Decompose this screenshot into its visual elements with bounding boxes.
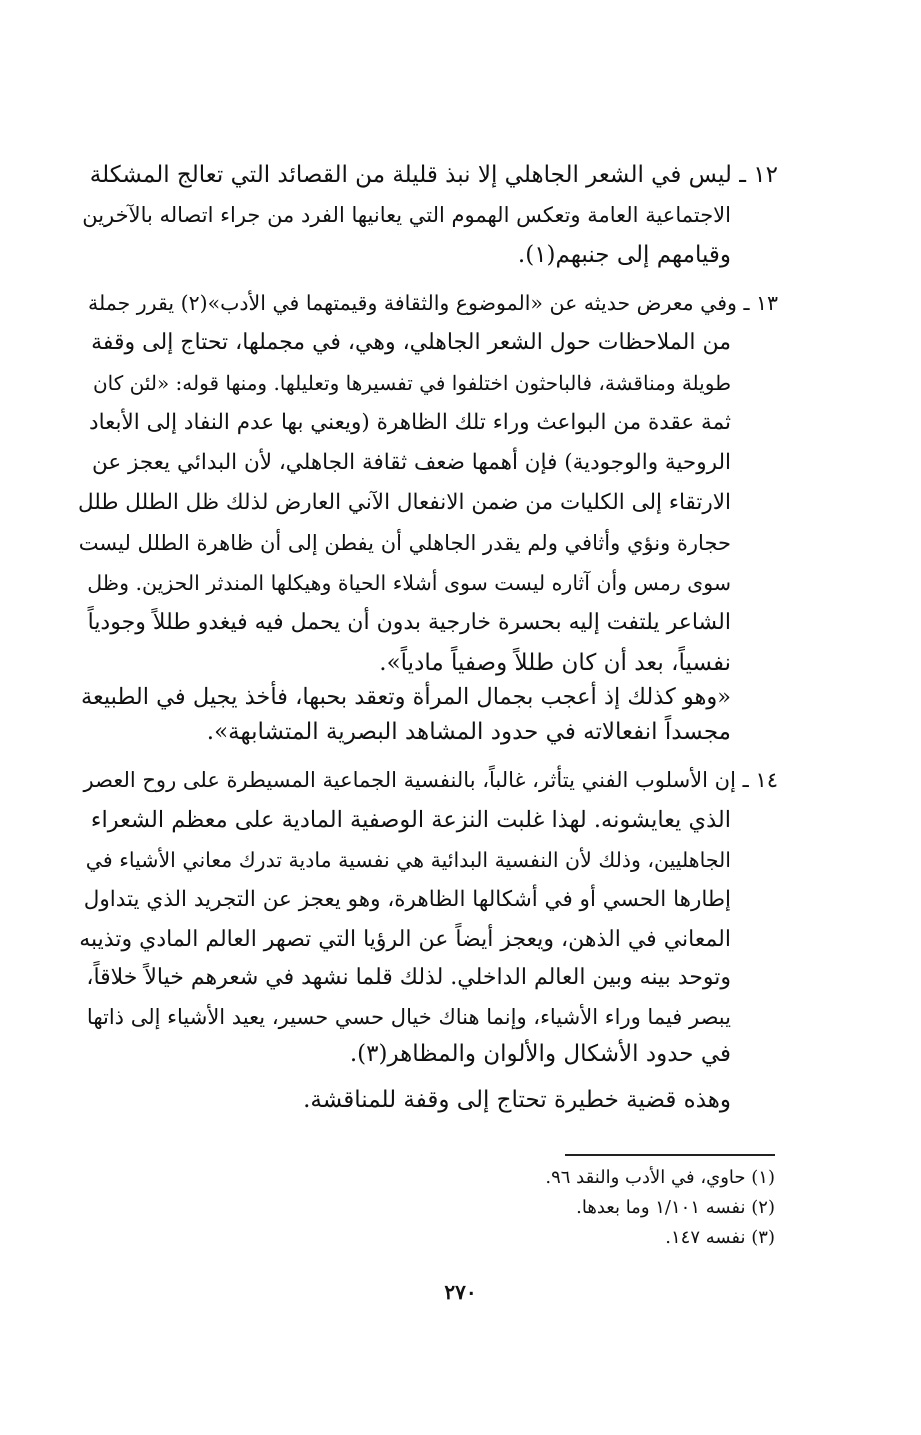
item-13-line-2: من الملاحظات حول الشعر الجاهلي، وهي، في مجملها، تحتاج إلى وقفة <box>91 330 731 355</box>
item-14-line-6: وتوحد بينه وبين العالم الداخلي. لذلك قلما نشهد في شعرهم خيالاً خلاقاً، <box>86 965 731 990</box>
item-13-line-10: نفسياً، بعد أن كان طللاً وصفياً مادياً». <box>379 650 731 676</box>
item-14-line-5: المعاني في الذهن، ويعجز أيضاً عن الرؤيا التي تصهر العالم المادي وتذيبه <box>79 927 731 952</box>
item-14-line-8: في حدود الأشكال والألوان والمظاهر(٣). <box>349 1041 731 1067</box>
item-13-quote-line-2: مجسداً انفعالاته في حدود المشاهد البصرية المتشابهة». <box>206 719 731 745</box>
item-13-quote-line-1: «وهو كذلك إذ أعجب بجمال المرأة وتعقد بحبها، فأخذ يجيل في الطبيعة <box>80 684 731 710</box>
item-13-line-3: طويلة ومناقشة، فالباحثون اختلفوا في تفسيرها وتعليلها. ومنها قوله: «لئن كان <box>92 371 731 395</box>
item-13-line-8: سوى رمس وأن آثاره ليست سوى أشلاء الحياة وهيكلها المندثر الحزين. وظل <box>87 571 731 595</box>
item-14-line-3: الجاهليين، وذلك لأن النفسية البدائية هي نفسية مادية تدرك معاني الأشياء في <box>85 848 731 872</box>
item-13-line-5: الروحية والوجودية) فإن أهمها ضعف ثقافة الجاهلي، لأن البدائي يعجز عن <box>91 450 731 475</box>
item-13-line-1: ١٣ ـ وفي معرض حديثه عن «الموضوع والثقافة وقيمتهما في الأدب»(٢) يقرر جملة <box>87 291 778 315</box>
item-13-line-4: ثمة عقدة من البواعث وراء تلك الظاهرة (ويعني بها عدم النفاد إلى الأبعاد <box>89 410 731 435</box>
item-14-line-1: ١٤ ـ إن الأسلوب الفني يتأثر، غالباً، بالنفسية الجماعية المسيطرة على روح العصر <box>83 768 778 792</box>
item-14-line-4: إطارها الحسي أو في أشكالها الظاهرة، وهو يعجز عن التجريد الذي يتداول <box>83 887 731 912</box>
item-13-line-6: الارتقاء إلى الكليات من ضمن الانفعال الآني العارض لذلك ظل الطلل طلل <box>77 490 731 515</box>
item-13-line-9: الشاعر يلتفت إليه بحسرة خارجية بدون أن يحمل فيه فيغدو طللاً وجودياً <box>87 610 731 635</box>
footnote-3: (٣) نفسه ١٤٧. <box>665 1227 775 1248</box>
page-number: ٢٧٠ <box>444 1280 477 1304</box>
item-14-line-7: يبصر فيما وراء الأشياء، وإنما هناك خيال حسي حسير، يعيد الأشياء إلى ذاتها <box>86 1005 731 1029</box>
item-14-line-2: الذي يعايشونه. لهذا غلبت النزعة الوصفية المادية على معظم الشعراء <box>90 807 731 833</box>
item-12-line-3: وقيامهم إلى جنبهم(١). <box>517 242 731 268</box>
footnote-2: (٢) نفسه ١/١٠١ وما بعدها. <box>576 1197 775 1218</box>
item-14-closing-line: وهذه قضية خطيرة تحتاج إلى وقفة للمناقشة. <box>303 1087 731 1113</box>
item-12-line-1: ١٢ ـ ليس في الشعر الجاهلي إلا نبذ قليلة من القصائد التي تعالج المشكلة <box>89 162 778 188</box>
footnote-1: (١) حاوي، في الأدب والنقد ٩٦. <box>545 1167 775 1188</box>
item-12-line-2: الاجتماعية العامة وتعكس الهموم التي يعانيها الفرد من جراء اتصاله بالآخرين <box>82 203 731 227</box>
item-13-line-7: حجارة ونؤي وأثافي ولم يقدر الجاهلي أن يفطن إلى أن ظاهرة الطلل ليست <box>78 531 731 555</box>
footnote-separator <box>565 1154 775 1156</box>
